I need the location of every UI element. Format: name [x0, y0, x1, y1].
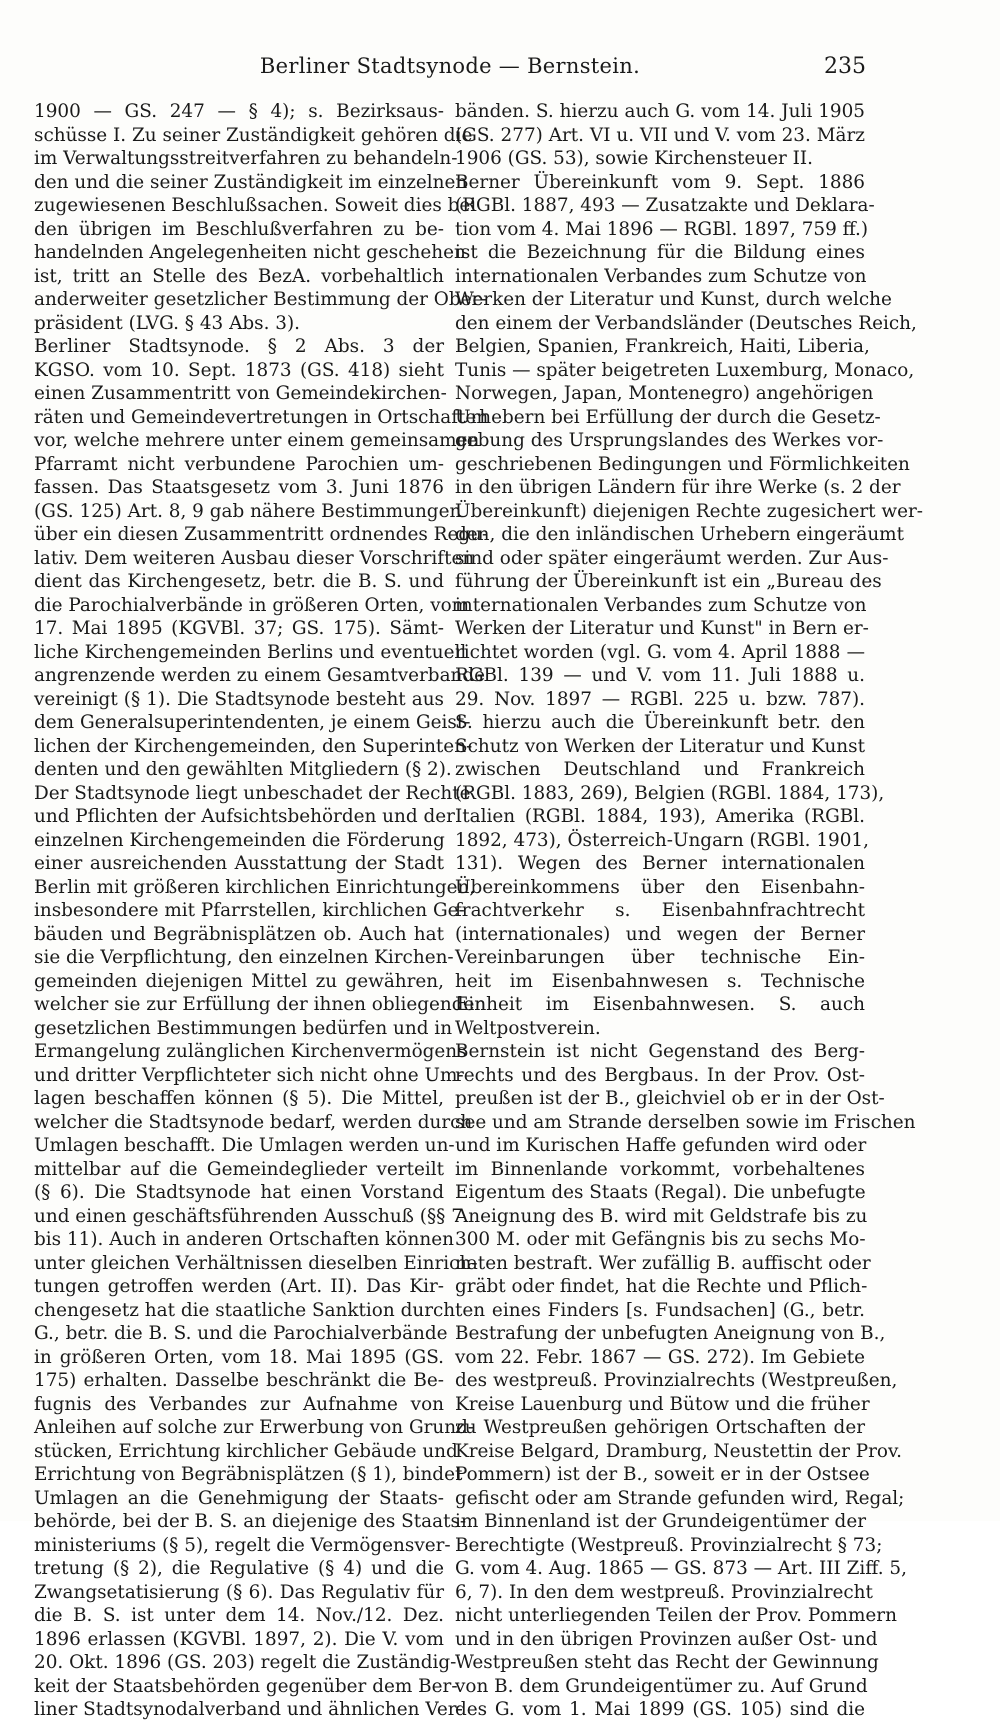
- text-line: denten und den gewählten Mitgliedern (§ 2).: [34, 759, 452, 780]
- text-line: fugnis des Verbandes zur Aufnahme von: [34, 1393, 444, 1415]
- text-line: (GS. 125) Art. 8, 9 gab nähere Bestimmungen: [34, 500, 462, 522]
- text-line: Bernstein ist nicht Gegenstand des Berg-: [455, 1041, 865, 1062]
- text-line: Bestrafung der unbefugten Aneignung von B.,: [455, 1323, 886, 1344]
- right-column: [455, 100, 923, 1722]
- text-line: über ein diesen Zusammentritt ordnendes Regu-: [34, 524, 489, 545]
- text-line: des G. vom 1. Mai 1899 (GS. 105) sind die: [455, 1699, 865, 1720]
- text-line: vereinigt (§ 1). Die Stadtsynode besteht aus: [34, 688, 444, 710]
- text-line: (internationales) und wegen der Berner: [455, 923, 865, 945]
- text-line: liche Kirchengemeinden Berlins und eventuell: [34, 641, 467, 663]
- text-line: stücken, Errichtung kirchlicher Gebäude und: [34, 1440, 458, 1462]
- text-line: Schutz von Werken der Literatur und Kunst: [455, 735, 865, 757]
- text-line: bänden. S. hierzu auch G. vom 14. Juli 1905: [455, 101, 865, 122]
- left-column: [34, 100, 489, 1722]
- text-line: zugewiesenen Beschlußsachen. Soweit dies bei: [34, 195, 477, 216]
- text-line: tungen getroffen werden (Art. II). Das Kir-: [34, 1276, 444, 1297]
- text-line: G., betr. die B. S. und die Parochialverbände: [34, 1323, 448, 1344]
- text-line: 131). Wegen des Berner internationalen: [455, 853, 865, 874]
- text-line: schüsse I. Zu seiner Zuständigkeit gehören die: [34, 124, 473, 146]
- text-line: Errichtung von Begräbnisplätzen (§ 1), bindet: [34, 1464, 463, 1485]
- text-line: ist, tritt an Stelle des BezA. vorbehaltlich: [34, 265, 444, 287]
- text-line: Kreise Belgard, Dramburg, Neustettin der Prov.: [455, 1440, 903, 1462]
- text-line: Umlagen an die Genehmigung der Staats-: [34, 1487, 444, 1509]
- text-line: zu Westpreußen gehörigen Ortschaften der: [455, 1417, 865, 1438]
- text-line: gesetzlichen Bestimmungen bedürfen und in: [34, 1017, 453, 1039]
- text-line: G. vom 4. Aug. 1865 — GS. 873 — Art. III Ziff. 5,: [455, 1558, 907, 1579]
- text-line: preußen ist der B., gleichviel ob er in der Ost-: [455, 1088, 885, 1109]
- text-line: heit im Eisenbahnwesen s. Technische: [455, 970, 865, 992]
- text-line: mittelbar auf die Gemeindeglieder verteilt: [34, 1158, 444, 1180]
- text-line: Berliner Stadtsynode. § 2 Abs. 3 der: [34, 336, 444, 357]
- text-line: und einen geschäftsführenden Ausschuß (§§ 7: [34, 1205, 463, 1227]
- text-line: 1896 erlassen (KGVBl. 1897, 2). Die V. vom: [34, 1628, 444, 1650]
- text-line: 1906 (GS. 53), sowie Kirchensteuer II.: [455, 148, 814, 169]
- text-line: und in den übrigen Provinzen außer Ost- und: [455, 1628, 878, 1650]
- text-line: in größeren Orten, vom 18. Mai 1895 (GS.: [34, 1346, 444, 1368]
- text-line: zwischen Deutschland und Frankreich: [455, 759, 865, 780]
- running-head: [34, 48, 866, 88]
- text-line: Pommern) ist der B., soweit er in der Ostsee: [455, 1464, 870, 1485]
- text-line: Westpreußen steht das Recht der Gewinnung: [455, 1652, 879, 1673]
- text-line: keit der Staatsbehörden gegenüber dem Ber-: [34, 1675, 458, 1697]
- text-line: Zwangsetatisierung (§ 6). Das Regulativ für: [34, 1581, 444, 1603]
- text-line: Italien (RGBl. 1884, 193), Amerika (RGBl.: [455, 806, 865, 827]
- text-line: chengesetz hat die staatliche Sanktion durch: [34, 1299, 456, 1321]
- text-line: rechts und des Bergbaus. In der Prov. Ost-: [455, 1064, 865, 1086]
- text-line: den übrigen im Beschlußverfahren zu be-: [34, 218, 444, 240]
- text-line: gebung des Ursprungslandes des Werkes vor-: [455, 430, 884, 451]
- text-line: welcher die Stadtsynode bedarf, werden durch: [34, 1111, 473, 1133]
- text-line: 6, 7). In den dem westpreuß. Provinzialrecht: [455, 1581, 873, 1603]
- text-line: welcher sie zur Erfüllung der ihnen obliegenden: [34, 994, 487, 1015]
- text-line: präsident (LVG. § 43 Abs. 3).: [34, 312, 300, 334]
- text-line: vor, welche mehrere unter einem gemeinsamen: [34, 430, 480, 451]
- text-line: KGSO. vom 10. Sept. 1873 (GS. 418) sieht: [34, 359, 444, 381]
- text-line: angrenzende werden zu einem Gesamtverbande: [34, 665, 486, 686]
- text-line: Umlagen beschafft. Die Umlagen werden un-: [34, 1135, 455, 1156]
- text-line: einen Zusammentritt von Gemeindekirchen-: [34, 383, 447, 404]
- text-line: frachtverkehr s. Eisenbahnfrachtrecht: [455, 900, 865, 921]
- text-line: (RGBl. 1883, 269), Belgien (RGBl. 1884, 173),: [455, 782, 885, 804]
- text-line: gräbt oder findet, hat die Rechte und Pflich-: [455, 1276, 868, 1297]
- text-line: dem Generalsuperintendenten, je einem Geist-: [34, 712, 471, 733]
- text-line: RGBl. 139 — und V. vom 11. Juli 1888 u.: [455, 665, 865, 686]
- text-line: Aneignung des B. wird mit Geldstrafe bis zu: [455, 1205, 868, 1227]
- text-line: Weltpostverein.: [455, 1017, 601, 1039]
- text-line: (§ 6). Die Stadtsynode hat einen Vorstand: [34, 1182, 444, 1203]
- text-line: handelnden Angelegenheiten nicht geschehen: [34, 242, 466, 263]
- text-line: 300 M. oder mit Gefängnis bis zu sechs Mo-: [455, 1229, 866, 1250]
- text-line: anderweiter gesetzlicher Bestimmung der Ober-: [34, 289, 487, 310]
- text-line: liner Stadtsynodalverband und ähnlichen Ver-: [34, 1699, 463, 1720]
- text-line: Berechtigte (Westpreuß. Provinzialrecht § 73;: [455, 1534, 883, 1556]
- page-number: 235: [824, 54, 866, 79]
- text-line: insbesondere mit Pfarrstellen, kirchlichen Ge-: [34, 900, 465, 921]
- text-line: Pfarramt nicht verbundene Parochien um-: [34, 453, 444, 475]
- text-line: sie die Verpflichtung, den einzelnen Kirchen-: [34, 947, 454, 968]
- text-line: gefischt oder am Strande gefunden wird, Regal;: [455, 1487, 905, 1509]
- text-line: geschriebenen Bedingungen und Förmlichkeiten: [455, 453, 910, 475]
- text-line: 29. Nov. 1897 — RGBl. 225 u. bzw. 787).: [455, 688, 865, 710]
- text-line: und im Kurischen Haffe gefunden wird oder: [455, 1135, 867, 1156]
- text-line: naten bestraft. Wer zufällig B. auffischt oder: [455, 1252, 871, 1274]
- text-line: lichen der Kirchengemeinden, den Superinten-: [34, 735, 473, 757]
- text-line: Übereinkunft) diejenigen Rechte zugesichert wer-: [455, 500, 923, 522]
- text-line: räten und Gemeindevertretungen in Ortschaften: [34, 406, 489, 428]
- text-line: einer ausreichenden Ausstattung der Stadt: [34, 853, 444, 874]
- text-line: die B. S. ist unter dem 14. Nov./12. Dez.: [34, 1605, 444, 1626]
- text-line: nicht unterliegenden Teilen der Prov. Pommern: [455, 1605, 897, 1626]
- text-line: Ermangelung zulänglichen Kirchenvermögens: [34, 1041, 467, 1062]
- text-line: den und die seiner Zuständigkeit im einzelnen: [34, 171, 468, 193]
- text-line: tretung (§ 2), die Regulative (§ 4) und die: [34, 1558, 444, 1579]
- text-line: und dritter Verpflichteter sich nicht ohne Um-: [34, 1064, 464, 1086]
- text-line: internationalen Verbandes zum Schutze von: [455, 594, 867, 616]
- text-line: Kreise Lauenburg und Bütow und die früher: [455, 1393, 870, 1415]
- text-line: des westpreuß. Provinzialrechts (Westpreußen,: [455, 1370, 898, 1391]
- text-line: von B. dem Grundeigentümer zu. Auf Grund: [455, 1675, 868, 1697]
- text-line: sind oder später eingeräumt werden. Zur Aus-: [455, 547, 889, 569]
- text-line: Belgien, Spanien, Frankreich, Haiti, Liberia,: [455, 336, 870, 357]
- text-line: ten eines Finders [s. Fundsachen] (G., betr.: [455, 1299, 865, 1321]
- text-line: see und am Strande derselben sowie im Frischen: [455, 1111, 916, 1133]
- text-line: (RGBl. 1887, 493 — Zusatzakte und Deklara-: [455, 195, 875, 216]
- text-line: 20. Okt. 1896 (GS. 203) regelt die Zuständig-: [34, 1652, 457, 1673]
- text-line: (GS. 277) Art. VI u. VII und V. vom 23. März: [455, 124, 865, 146]
- text-line: den einem der Verbandsländer (Deutsches Reich,: [455, 312, 917, 334]
- text-line: tion vom 4. Mai 1896 — RGBl. 1897, 759 ff.): [455, 218, 869, 240]
- text-line: Eigentum des Staats (Regal). Die unbefugte: [455, 1182, 866, 1203]
- text-line: 1892, 473), Österreich-Ungarn (RGBl. 1901,: [455, 829, 869, 851]
- text-line: Berner Übereinkunft vom 9. Sept. 1886: [455, 171, 865, 193]
- text-line: bäuden und Begräbnisplätzen ob. Auch hat: [34, 923, 444, 945]
- text-line: Urhebern bei Erfüllung der durch die Gesetz-: [455, 406, 881, 428]
- text-line: Werken der Literatur und Kunst" in Bern er-: [455, 618, 869, 639]
- text-line: einzelnen Kirchengemeinden die Förderung: [34, 829, 445, 851]
- text-line: Der Stadtsynode liegt unbeschadet der Rechte: [34, 782, 471, 804]
- text-line: führung der Übereinkunft ist ein „Bureau des: [455, 571, 882, 592]
- text-line: gemeinden diejenigen Mittel zu gewähren,: [34, 970, 444, 992]
- text-line: die Parochialverbände in größeren Orten, vom: [34, 594, 470, 616]
- text-line: lativ. Dem weiteren Ausbau dieser Vorschriften: [34, 547, 475, 569]
- text-line: im Binnenlande vorkommt, vorbehaltenes: [455, 1158, 865, 1180]
- text-line: 175) erhalten. Dasselbe beschränkt die Be-: [34, 1370, 444, 1391]
- text-line: Anleihen auf solche zur Erwerbung von Grund-: [34, 1417, 475, 1438]
- text-line: fassen. Das Staatsgesetz vom 3. Juni 1876: [34, 477, 444, 498]
- text-line: Berlin mit größeren kirchlichen Einrichtungen,: [34, 876, 476, 898]
- text-line: Werken der Literatur und Kunst, durch welche: [455, 289, 892, 310]
- text-line: dient das Kirchengesetz, betr. die B. S. und: [34, 571, 444, 592]
- text-line: Norwegen, Japan, Montenegro) angehörigen: [455, 383, 874, 404]
- text-line: und Pflichten der Aufsichtsbehörden und der: [34, 806, 455, 827]
- text-line: bis 11). Auch in anderen Ortschaften können: [34, 1229, 454, 1250]
- text-line: vom 22. Febr. 1867 — GS. 272). Im Gebiete: [455, 1346, 865, 1368]
- text-line: im Binnenland ist der Grundeigentümer der: [455, 1511, 866, 1532]
- text-line: unter gleichen Verhältnissen dieselben Einrich-: [34, 1252, 478, 1274]
- text-line: Vereinbarungen über technische Ein-: [455, 947, 865, 968]
- text-line: Einheit im Eisenbahnwesen. S. auch: [455, 994, 865, 1015]
- text-line: Übereinkommens über den Eisenbahn-: [455, 876, 865, 898]
- text-line: behörde, bei der B. S. an diejenige des Staats-: [34, 1511, 467, 1532]
- text-line: ministeriums (§ 5), regelt die Vermögensver-: [34, 1534, 451, 1556]
- text-line: richtet worden (vgl. G. vom 4. April 1888 —: [455, 641, 865, 663]
- text-line: den, die den inländischen Urhebern eingeräumt: [455, 524, 904, 545]
- text-line: ist die Bezeichnung für die Bildung eines: [455, 242, 865, 263]
- text-line: internationalen Verbandes zum Schutze von: [455, 265, 867, 287]
- text-line: lagen beschaffen können (§ 5). Die Mittel,: [34, 1088, 444, 1109]
- text-line: 1900 — GS. 247 — § 4); s. Bezirksaus-: [34, 101, 444, 122]
- running-title: Berliner Stadtsynode — Bernstein.: [259, 54, 641, 78]
- text-line: in den übrigen Ländern für ihre Werke (s. 2 der: [455, 477, 901, 498]
- text-line: 17. Mai 1895 (KGVBl. 37; GS. 175). Sämt-: [34, 618, 444, 639]
- text-line: im Verwaltungsstreitverfahren zu behandeln-: [34, 148, 458, 169]
- text-line: Tunis — später beigetreten Luxemburg, Monaco,: [455, 359, 915, 381]
- text-line: S. hierzu auch die Übereinkunft betr. den: [455, 712, 865, 733]
